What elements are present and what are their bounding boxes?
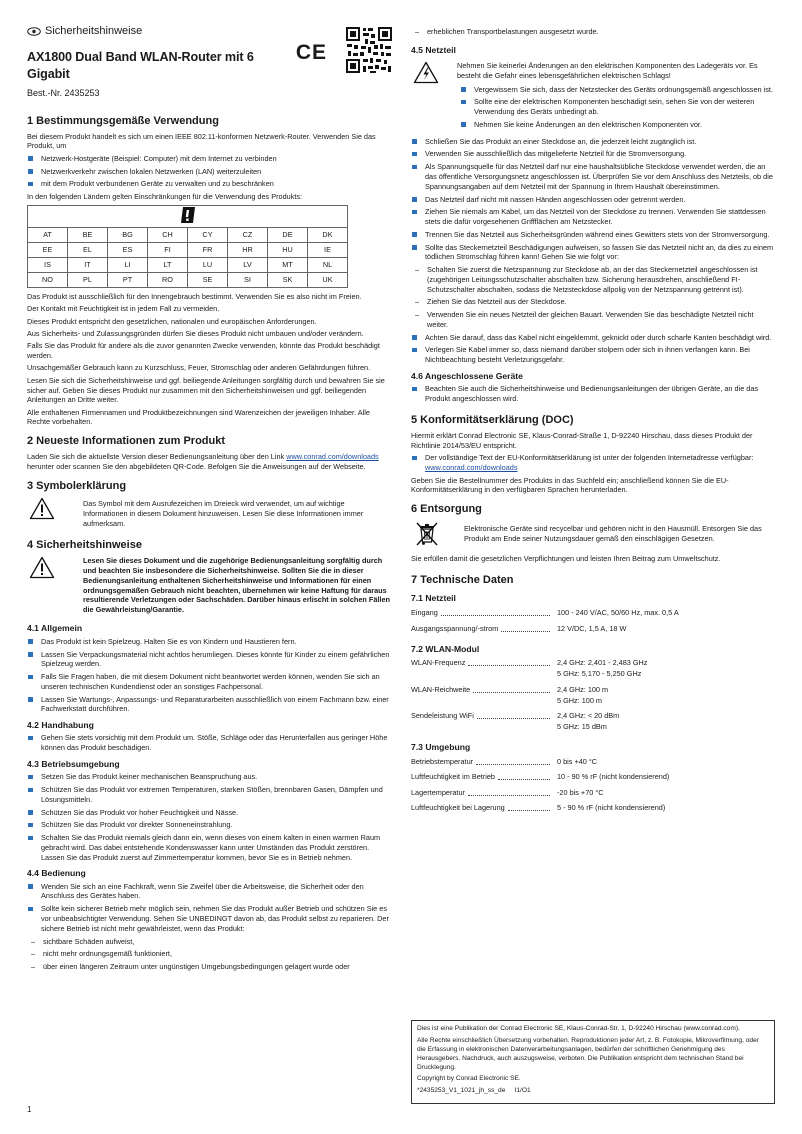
- s5-text-2: Geben Sie die Bestellnummer des Produkts in das Suchfeld ein; anschließend können Sie die EU-Konformitätserklärung in den verfügbaren Sprachen herunterladen.: [411, 475, 729, 495]
- s1-paragraph: Dieses Produkt entspricht den gesetzlichen, nationalen und europäischen Anforderungen.: [27, 316, 317, 326]
- spec-value: 12 V/DC, 1,5 A, 18 W: [557, 623, 627, 633]
- section-7-heading: 7 Technische Daten: [411, 574, 514, 587]
- eye-icon: [27, 27, 41, 36]
- imprint-line: Dies ist eine Publikation der Conrad Electronic SE, Klaus-Conrad-Str. 1, D-92240 Hirschau (www.conrad.com).: [417, 1025, 740, 1032]
- list-item: – Verwenden Sie ein neues Netzteil der gleichen Bauart. Verwenden Sie das beschädigte Netzteil nicht weiter.: [411, 310, 775, 330]
- table-row: [28, 242, 348, 257]
- country-cell: HU: [268, 242, 308, 257]
- s5-bullet-text: Der vollständige Text der EU-Konformitätserklärung ist unter der folgenden Internetadresse verfügbar:: [425, 453, 754, 463]
- s1-intro: Bei diesem Produkt handelt es sich um einen IEEE 802.11-konformen Netzwerk-Router. Verwenden Sie das Produkt, um: [27, 131, 376, 151]
- power-supply-specs: [411, 607, 775, 638]
- spec-label: Eingang: [411, 608, 438, 618]
- country-cell: LU: [188, 257, 228, 272]
- country-cell: LV: [228, 257, 268, 272]
- s45-dash-list: [411, 265, 775, 330]
- s1-paragraph: Lesen Sie sich die Sicherheitshinweise und ggf. beiliegende Anleitungen sorgfältig durch und bewahren Sie sie sicher auf. Geben Sie dieses Produkt nur zusammen mit den Sicherheitshinweisen und ggf. beiliegenden Anleitungen an Dritte weiter.: [27, 375, 385, 405]
- spec-value: 5 GHz: 5,170 - 5,250 GHz: [557, 669, 642, 679]
- list-item: Lassen Sie Wartungs-, Anpassungs- und Reparaturarbeiten ausschließlich von einem Fachmann bzw. einer Fachwerkstatt durchführen.: [27, 695, 391, 715]
- country-cell: HR: [228, 242, 268, 257]
- list-item: [411, 453, 775, 473]
- country-cell: IS: [28, 257, 68, 272]
- section-4-4-heading: 4.4 Bedienung: [27, 868, 86, 879]
- symbol-explanation: [27, 497, 391, 531]
- doc-type: Sicherheitshinweise: [45, 25, 143, 37]
- country-cell: SE: [188, 272, 228, 287]
- country-cell: NL: [308, 257, 348, 272]
- environment-specs: [411, 755, 775, 817]
- country-cell: SK: [268, 272, 308, 287]
- s5-text: Hiermit erklärt Conrad Electronic SE, Klaus-Conrad-Straße 1, D-92240 Hirschau, dass dieses Produkt der Richtlinie 2014/53/EU entspricht.: [411, 431, 753, 450]
- list-item: Achten Sie darauf, dass das Kabel nicht eingeklemmt, geknickt oder durch scharfe Kanten beschädigt wird.: [411, 333, 775, 343]
- section-4-1-heading: 4.1 Allgemein: [27, 623, 83, 634]
- list-item: Netzwerk-Hostgeräte (Beispiel: Computer) mit dem Internet zu verbinden: [27, 154, 391, 164]
- spec-label: Ausgangsspannung/-strom: [411, 623, 499, 633]
- country-cell: CZ: [228, 227, 268, 242]
- country-cell: CY: [188, 227, 228, 242]
- imprint-line: Alle Rechte einschließlich Übersetzung vorbehalten. Reproduktionen jeder Art, z. B. Fotokopie, Mikroverfilmung, oder die Erfassung in elektronischen Datenverarbeitungsanlagen, bedürfen der schriftlichen Genehmigung des Herausgebers. Nachdruck, auch auszugsweise, verboten. Die Publikation entspricht dem technischen Stand bei Drucklegung.: [417, 1036, 759, 1071]
- list-item: – Ziehen Sie das Netzteil aus der Steckdose.: [411, 297, 775, 307]
- list-item: Schützen Sie das Produkt vor extremen Temperaturen, starken Stößen, brennbaren Gasen, Dämpfen und Lösungsmitteln.: [27, 785, 391, 805]
- country-cell: PT: [108, 272, 148, 287]
- list-item: Verwenden Sie ausschließlich das mitgelieferte Netzteil für die Stromversorgung.: [411, 149, 775, 159]
- imprint-line: *2435253_V1_1021_jh_ss_de I1/O1: [417, 1087, 531, 1095]
- electric-warning: [411, 61, 775, 133]
- s1-paragraph: Falls Sie das Produkt für andere als die zuvor genannten Zwecke verwenden, könnte das Produkt beschädigt werden.: [27, 341, 380, 361]
- safety-warning: [27, 556, 391, 617]
- list-item: Nehmen Sie keine Änderungen an den elektrischen Komponenten vor.: [460, 120, 775, 130]
- list-item: Setzen Sie das Produkt keiner mechanischen Beanspruchung aus.: [27, 772, 391, 782]
- section-4-heading: 4 Sicherheitshinweise: [27, 539, 142, 552]
- list-item: Schützen Sie das Produkt vor hoher Feuchtigkeit und Nässe.: [27, 808, 391, 818]
- table-row: [411, 710, 775, 736]
- s6-text: Elektronische Geräte sind recycelbar und gehören nicht in den Hausmüll. Entsorgen Sie das Produkt am Ende seiner Nutzungsdauer gemäß den einschlägigen Gesetzen.: [464, 524, 762, 544]
- list-item: mit dem Produkt verbundenen Geräte zu verwalten und zu beschränken: [27, 179, 391, 189]
- list-item: Ziehen Sie niemals am Kabel, um das Netzteil von der Steckdose zu trennen. Verwenden Sie stattdessen stets die dafür vorgesehenen Griffflächen am Netzstecker.: [411, 207, 775, 227]
- product-title: AX1800 Dual Band WLAN-Router mit 6 Gigabit: [27, 49, 254, 81]
- s1-paragraph: Unsachgemäßer Gebrauch kann zu Kurzschluss, Feuer, Stromschlag oder anderen Gefährdungen führen.: [27, 363, 371, 373]
- country-cell: SI: [228, 272, 268, 287]
- country-cell: ES: [108, 242, 148, 257]
- downloads-link[interactable]: www.conrad.com/downloads: [286, 452, 379, 462]
- imprint-line: Copyright by Conrad Electronic SE.: [417, 1075, 521, 1083]
- spec-value: 2,4 GHz: 100 m: [557, 684, 609, 694]
- section-2-heading: 2 Neueste Informationen zum Produkt: [27, 435, 226, 448]
- spec-label: Lagertemperatur: [411, 787, 465, 797]
- spec-value: 5 - 90 % rF (nicht kondensierend): [557, 803, 666, 813]
- ce-mark: CE: [295, 41, 327, 64]
- section-6-heading: 6 Entsorgung: [411, 503, 482, 516]
- wlan-module-specs: [411, 657, 775, 736]
- spec-value: -20 bis +70 °C: [557, 787, 604, 797]
- list-item: – über einen längeren Zeitraum unter ungünstigen Umgebungsbedingungen gelagert wurde oder: [27, 962, 391, 972]
- table-row: [28, 257, 348, 272]
- disposal-info: [411, 520, 775, 548]
- qr-code-icon: [345, 26, 393, 74]
- country-cell: LI: [108, 257, 148, 272]
- page-number: 1: [27, 1105, 32, 1114]
- list-item: Lassen Sie Verpackungsmaterial nicht achtlos herumliegen. Dieses könnte für Kinder zu einem gefährlichen Spielzeug werden.: [27, 650, 391, 670]
- list-item: Das Produkt ist kein Spielzeug. Halten Sie es von Kindern und Haustieren fern.: [27, 637, 391, 647]
- section-4-2-heading: 4.2 Handhabung: [27, 720, 94, 731]
- table-row: [411, 771, 775, 786]
- country-cell: FR: [188, 242, 228, 257]
- doc-type-row: [27, 24, 296, 39]
- list-item: Schließen Sie das Produkt an einer Steckdose an, die jederzeit leicht zugänglich ist.: [411, 137, 775, 147]
- spec-label: Luftfeuchtigkeit bei Lagerung: [411, 803, 505, 813]
- country-cell: LT: [148, 257, 188, 272]
- warning-triangle-icon: [29, 497, 55, 520]
- country-cell: RO: [148, 272, 188, 287]
- s44-dash-continued: [411, 27, 775, 37]
- s2-text-before: Laden Sie sich die aktuellste Version dieser Bedienungsanleitung über den Link: [27, 452, 287, 462]
- spec-value: 2,4 GHz: < 20 dBm: [557, 711, 620, 721]
- table-row: [411, 657, 775, 683]
- s6-text-2: Sie erfüllen damit die gesetzlichen Verpflichtungen und leisten Ihren Beitrag zum Umweltschutz.: [411, 554, 721, 564]
- list-item: – erheblichen Transportbelastungen ausgesetzt wurde.: [411, 27, 775, 37]
- table-row: [28, 272, 348, 287]
- s5-bullet-list: [411, 453, 775, 473]
- table-row: [411, 622, 775, 637]
- list-item: Netzwerkverkehr zwischen lokalen Netzwerken (LAN) weiterzuleiten: [27, 167, 391, 177]
- list-item: Sollte eine der elektrischen Komponenten beschädigt sein, sehen Sie von der weiteren Verwendung des Geräts unbedingt ab.: [460, 97, 775, 117]
- list-item: Wenden Sie sich an eine Fachkraft, wenn Sie Zweifel über die Arbeitsweise, die Sicherheit oder den Anschluss des Gerätes haben.: [27, 882, 391, 902]
- s2-text: [27, 452, 391, 472]
- section-5-heading: 5 Konformitätserklärung (DOC): [411, 413, 574, 426]
- list-item: – Schalten Sie zuerst die Netzspannung zur Steckdose ab, an der das Steckernetzteil angeschlossen ist (zugehörigen Leitungsschutzschalter abschalten bzw. Sicherung herausdrehen, anschließend FI-Schutzschalter abschalten, sodass die Netzsteckdose allpolig von der Netzspannung getrennt ist).: [411, 265, 775, 294]
- section-3-heading: 3 Symbolerklärung: [27, 479, 127, 492]
- s42-bullet-list: [27, 733, 391, 753]
- country-cell: DE: [268, 227, 308, 242]
- s1-paragraph: Aus Sicherheits- und Zulassungsgründen dürfen Sie dieses Produkt nicht umbauen und/oder verändern.: [27, 328, 364, 338]
- s2-text-after: herunter oder scannen Sie den abgebildeten QR-Code. Befolgen Sie die Anweisungen auf der Webseite.: [27, 462, 366, 472]
- list-item: Das Netzteil darf nicht mit nassen Händen angeschlossen oder getrennt werden.: [411, 195, 775, 205]
- crossed-out-bin-icon: [414, 520, 440, 548]
- left-column: [27, 24, 391, 975]
- spec-label: Sendeleistung WiFi: [411, 711, 474, 721]
- country-cell: NO: [28, 272, 68, 287]
- s1-paragraph: Alle enthaltenen Firmennamen und Produktbezeichnungen sind Warenzeichen der jeweiligen Inhaber. Alle Rechte vorbehalten.: [27, 407, 370, 427]
- country-cell: BG: [108, 227, 148, 242]
- s1-paragraph: Das Produkt ist ausschließlich für den Innengebrauch bestimmt. Verwenden Sie es also nicht im Freien.: [27, 291, 362, 301]
- country-cell: IE: [308, 242, 348, 257]
- list-item: Schützen Sie das Produkt vor direkter Sonneneinstrahlung.: [27, 820, 391, 830]
- spec-value: 10 - 90 % rF (nicht kondensierend): [557, 772, 670, 782]
- s46-bullet-list: [411, 384, 775, 404]
- list-item: – nicht mehr ordnungsgemäß funktioniert,: [27, 949, 391, 959]
- s1-bullet-list: [27, 154, 391, 189]
- country-cell: FI: [148, 242, 188, 257]
- country-cell: MT: [268, 257, 308, 272]
- table-row: [411, 683, 775, 709]
- section-4-5-heading: 4.5 Netzteil: [411, 44, 456, 55]
- country-cell: EE: [28, 242, 68, 257]
- spec-value: 2,4 GHz: 2,401 - 2,483 GHz: [557, 658, 648, 668]
- table-row: [411, 802, 775, 817]
- list-item: Trennen Sie das Netzteil aus Sicherheitsgründen während eines Gewitters stets von der Stromversorgung.: [411, 230, 775, 240]
- right-column: [411, 27, 775, 819]
- spec-value: 5 GHz: 15 dBm: [557, 722, 607, 732]
- section-1-heading: 1 Bestimmungsgemäße Verwendung: [27, 114, 219, 127]
- section-7-2-heading: 7.2 WLAN-Modul: [411, 643, 480, 654]
- country-cell: CH: [148, 227, 188, 242]
- spec-label: Betriebstemperatur: [411, 756, 474, 766]
- country-cell: DK: [308, 227, 348, 242]
- list-item: Sollte kein sicherer Betrieb mehr möglich sein, nehmen Sie das Produkt außer Betrieb und schützen Sie es vor unbeabsichtigter Verwendung. Sehen Sie UNBEDINGT davon ab, das Produkt selbst zu reparieren. Der sichere Betrieb ist nicht mehr gewährleistet, wenn das Produkt:: [27, 904, 391, 933]
- table-row: [411, 755, 775, 770]
- s45-bullet-list: [411, 137, 775, 262]
- spec-label: Luftfeuchtigkeit im Betrieb: [411, 772, 495, 782]
- country-cell: AT: [28, 227, 68, 242]
- s3-text: Das Symbol mit dem Ausrufezeichen im Dreieck wird verwendet, um auf wichtige Informationen in diesem Dokument hinzuweisen. Lesen Sie diese Informationen immer aufmerksam.: [83, 499, 364, 528]
- country-cell: IT: [68, 257, 108, 272]
- s41-bullet-list: [27, 637, 391, 714]
- table-row: [28, 227, 348, 242]
- section-4-3-heading: 4.3 Betriebsumgebung: [27, 758, 120, 769]
- list-item: Als Spannungsquelle für das Netzteil darf nur eine haushaltsübliche Steckdose verwendet werden, die an das öffentliche Versorgungsnetz angeschlossen ist. Überprüfen Sie vor dem Anschluss des Netzteils, ob die Spannungsangaben auf dem Netzteil mit der Spannung in Ihrem Haushalt übereinstimmen.: [411, 162, 775, 191]
- s1-paragraph: Der Kontakt mit Feuchtigkeit ist in jedem Fall zu vermeiden.: [27, 304, 220, 314]
- country-cell: UK: [308, 272, 348, 287]
- list-item: Schalten Sie das Produkt niemals gleich dann ein, wenn dieses von einem kalten in einen warmen Raum gebracht wird. Das dabei entstehende Kondenswasser kann unter Umständen das Produkt zerstören. Lassen Sie das Produkt zuerst auf Zimmertemperatur kommen, bevor Sie es in Betrieb nehmen.: [27, 833, 391, 862]
- list-item: Sollte das Steckernetzteil Beschädigungen aufweisen, so fassen Sie das Netzteil nicht an, da dies zu einem tödlichen Stromschlag führen kann! Gehen Sie wie folgt vor:: [411, 243, 775, 263]
- country-cell: PL: [68, 272, 108, 287]
- list-item: Vergewissern Sie sich, dass der Netzstecker des Geräts ordnungsgemäß angeschlossen ist.: [460, 85, 775, 95]
- table-row: [411, 786, 775, 801]
- spec-value: 0 bis +40 °C: [557, 756, 598, 766]
- country-cell: EL: [68, 242, 108, 257]
- list-item: Falls Sie Fragen haben, die mit diesem Dokument nicht beantwortet werden können, wenden Sie sich an unseren technischen Kundendienst oder an sonstiges Fachpersonal.: [27, 672, 391, 692]
- restriction-warning-icon: [179, 206, 197, 224]
- section-7-3-heading: 7.3 Umgebung: [411, 741, 471, 752]
- doc-downloads-link[interactable]: www.conrad.com/downloads: [425, 462, 518, 472]
- s44-bullet-list: [27, 882, 391, 934]
- spec-label: WLAN-Reichweite: [411, 684, 471, 694]
- warning-triangle-icon: [29, 556, 55, 579]
- s1-countries-intro: In den folgenden Ländern gelten Einschränkungen für die Verwendung des Produkts:: [27, 192, 303, 202]
- electric-shock-warning-icon: [413, 61, 439, 84]
- list-item: – sichtbare Schäden aufweist,: [27, 937, 391, 947]
- document-header: [27, 24, 391, 100]
- list-item: Verlegen Sie Kabel immer so, dass niemand darüber stolpern oder sich in ihnen verfangen kann. Bei Nichtbeachtung besteht Verletzungsgefahr.: [411, 345, 775, 365]
- spec-value: 100 - 240 V/AC, 50/60 Hz, max. 0,5 A: [557, 608, 679, 618]
- s44-dash-list: [27, 937, 391, 972]
- spec-label: WLAN-Frequenz: [411, 658, 466, 668]
- country-restrictions-table: [27, 205, 348, 288]
- s45-bullet-list-2: [411, 333, 775, 365]
- section-4-6-heading: 4.6 Angeschlossene Geräte: [411, 370, 523, 381]
- order-number: Best.-Nr. 2435253: [27, 88, 100, 99]
- s45-warning-bullets: [460, 85, 775, 130]
- table-header-cell: [28, 205, 348, 227]
- s43-bullet-list: [27, 772, 391, 862]
- s45-warning-text: Nehmen Sie keinerlei Änderungen an den elektrischen Komponenten des Ladegeräts vor. Es besteht die Gefahr eines lebensgefährlichen elektrischen Schlags!: [457, 61, 758, 80]
- country-cell: BE: [68, 227, 108, 242]
- section-7-1-heading: 7.1 Netzteil: [411, 593, 456, 604]
- publisher-imprint-box: [411, 1020, 775, 1104]
- table-row: [411, 607, 775, 622]
- spec-value: 5 GHz: 100 m: [557, 695, 603, 705]
- s4-warning-text: Lesen Sie dieses Dokument und die zugehörige Bedienungsanleitung sorgfältig durch und beachten Sie insbesondere die Sicherheitshinweise. Sollten Sie die in dieser Bedienungsanleitung enthaltenen Sicherheitshinweise und Informationen für einen ordnungsgemäßen Gebrauch nicht beachten, übernehmen wir keine Haftung für daraus resultierende Verletzungen oder Sachschäden. Darüber hinaus erlischt in solchen Fällen die Gewährleistung/Garantie.: [83, 556, 390, 615]
- list-item: Beachten Sie auch die Sicherheitshinweise und Bedienungsanleitungen der übrigen Geräte, an die das Produkt angeschlossen wird.: [411, 384, 775, 404]
- list-item: Gehen Sie stets vorsichtig mit dem Produkt um. Stöße, Schläge oder das Herunterfallen aus geringer Höhe können das Produkt beschädigen.: [27, 733, 391, 753]
